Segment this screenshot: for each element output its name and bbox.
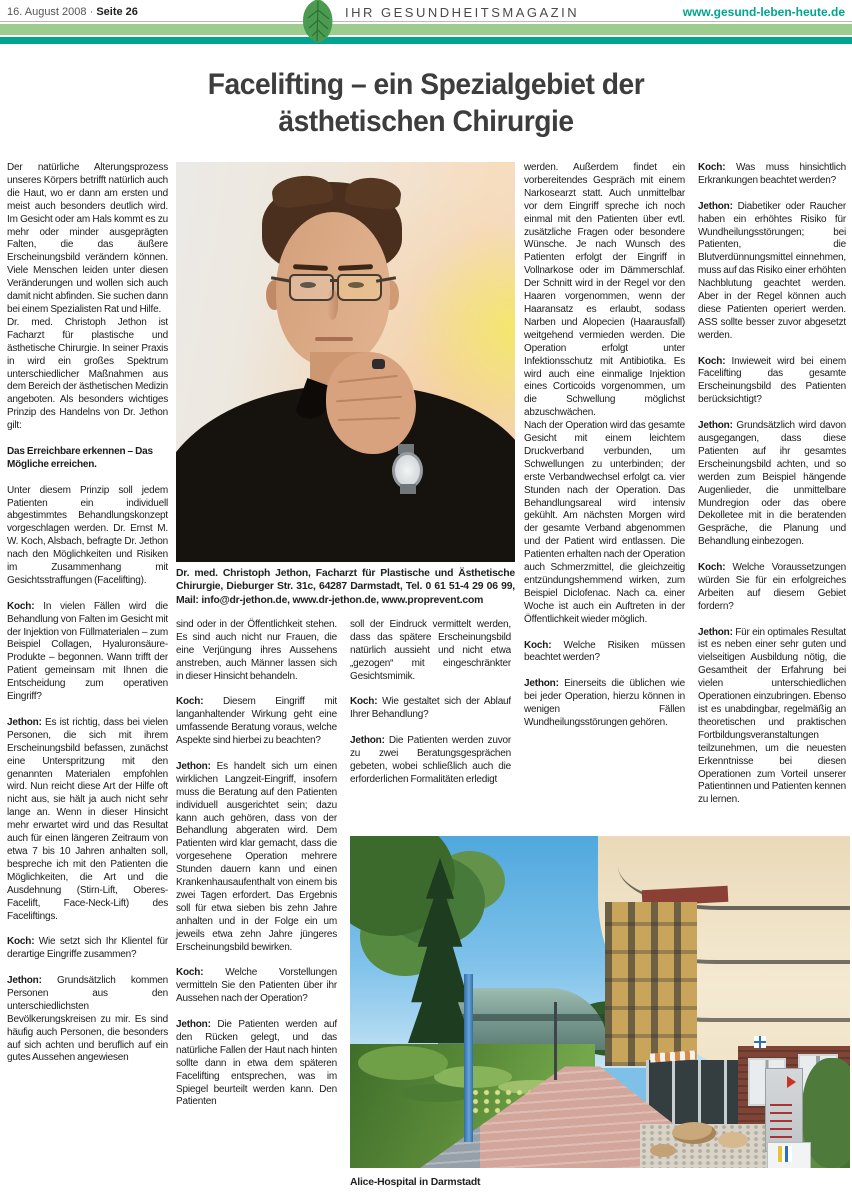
interview-question [176, 696, 337, 748]
paragraph-text: sind oder in der Öffentlichkeit stehen. Es sind auch nicht nur Frauen, die eine Verjüngung ihres Aussehens anstreben, auch Männer lassen sich in dieser Hinsicht behandeln. [176, 619, 337, 682]
side-building [605, 902, 697, 1066]
article-paragraph [176, 619, 337, 684]
interview-answer [524, 678, 685, 730]
speaker-label: Jethon: [698, 200, 733, 212]
interview-answer [350, 735, 511, 787]
article-column-4 [524, 162, 685, 743]
article-column-5 [698, 162, 846, 820]
interview-answer [7, 975, 168, 1065]
cross-sign [754, 1036, 766, 1048]
paragraph-text: Der natürliche Alterungsprozess unseres Körpers betrifft natürlich auch die Haut, wo er dann am ersten und meist auch besonders deutlich wird. Im Gesicht oder am Hals kommt es zu mehr oder minder ausgeprägten Falten, die das äußere Erscheinungsbild verändern können. Viele Menschen leiden unter diesen Veränderungen und wollen sich auch damit nicht abfinden. Sie suchen dann bei einem Spezialisten Rat und Hilfe. [7, 162, 168, 315]
nose [327, 290, 338, 320]
speaker-label: Koch: [698, 162, 726, 173]
paragraph-text: Wie setzt sich Ihr Klientel für derartige Eingriffe zusammen? [7, 936, 168, 961]
interview-answer [698, 420, 846, 549]
header-rule [0, 21, 852, 22]
paragraph-text: Unter diesem Prinzip soll jedem Patienten ein individuell abgestimmtes Behandlungskonzept vorgeschlagen werden. Dr. Ernst M. W. Koch, Alsbach, befragte Dr. Jethon nach den Möglichkeiten und Risiken im Zusammenhang mit Gesichtsstraffungen (Facelifting). [7, 484, 168, 586]
article-paragraph [350, 619, 511, 684]
green-bar [0, 24, 852, 35]
sign-logo [778, 1146, 792, 1162]
interview-question [350, 696, 511, 722]
speaker-label: Koch: [698, 562, 726, 574]
issue-date: 16. August 2008 [7, 6, 87, 18]
blue-pole [464, 974, 473, 1142]
paragraph-text: Welche Vorstellungen vermitteln Sie den Patienten über ihr Aussehen nach der Operation? [176, 967, 337, 1005]
stone [650, 1144, 676, 1157]
interview-answer [698, 201, 846, 343]
hand [326, 352, 416, 454]
glasses-bridge [330, 279, 338, 282]
paragraph-text: Die Patienten werden zuvor zu zwei Beratungsgesprächen gebeten, wobei schließlich auch die erforderlichen Formalitäten erledigt [350, 735, 511, 785]
interview-question [176, 967, 337, 1006]
speaker-label: Jethon: [698, 626, 733, 638]
paragraph-text: Welche Risiken müssen beachtet werden? [524, 639, 685, 664]
leaf-logo-icon [300, 0, 336, 44]
interview-question [698, 562, 846, 614]
ring [372, 359, 385, 369]
glasses-lens [337, 274, 382, 301]
paragraph-text: Wie gestaltet sich der Ablauf Ihrer Behandlung? [350, 696, 511, 721]
hospital-caption: Alice-Hospital in Darmstadt [350, 1177, 481, 1188]
paragraph-text: Die Patienten werden auf den Rücken gelegt, und das natürliche Fallen der Haut nach hinten sollte dann in etwa dem späteren Facelifting entsprechen, was im Spiegel beurteilt werden kann. Den Patienten [176, 1019, 338, 1108]
article-paragraph [524, 420, 685, 627]
paragraph-text: Es handelt sich um einen wirklichen Langzeit-Eingriff, insofern muss die Beratung auf den Patienten individuell ausgerichtet sein; dazu kann auch gehören, dass von der Behandlung abgeraten wird. Dem Patienten wird klar gemacht, dass die vorgesehene Operation mehrere Stunden dauern kann und einen Krankenhausaufenthalt von einem bis zwei Tagen erfordert. Das Ergebnis soll für etwa sieben bis zehn Jahre anhalten und in der Folge ein um jeweils etwa zehn Jahre jüngeres Erscheinungsbild bewirken. [176, 760, 337, 953]
magazine-url: www.gesund-leben-heute.de [682, 5, 845, 19]
issue-date-page [7, 6, 138, 18]
paragraph-text: Für ein optimales Resultat ist es neben einer sehr guten und vielseitigen Ausbildung nötig, die Gesamtheit der Erfahrung bei vielen unterschiedlichen Operationen einzubringen. Ebenso ist es unabdingbar, regelmäßig an theoretischen und praktischen Fortbildungsveranstaltungen teilzunehmen, um die neuesten Erkenntnisse bei diesen Operationen zum Vorteil unserer Patientinnen und Patienten kennen zu lernen. [698, 626, 846, 806]
speaker-label: Jethon: [7, 975, 42, 986]
doctor-portrait-photo [176, 162, 515, 562]
paragraph-text: werden. Außerdem findet ein vorbereitendes Gespräch mit einem Narkosearzt statt. Auch unmittelbar vor dem Eingriff spreche ich noch einmal mit den Patienten über evtl. zusätzliche Fragen oder besondere Wünsche. Je nach Wunsch des Patienten erfolgt der Eingriff in Vollnarkose oder im Dämmerschlaf. Der Schnitt wird in der Regel vor den Haaren vorgenommen, wenn der Haaransatz es erlaubt, sodass Narben und Alopecien (Haarausfall) weitgehend vermieden werden. Die Operation erfolgt unter Infektionsschutz mit Antibiotika. Es wird auch eine einmalige Injektion eines Corticoids vorgenommen, um die Schwellung möglichst abzuschwächen. [524, 162, 685, 419]
speaker-label: Jethon: [176, 1019, 211, 1031]
paragraph-text: Welche Voraussetzungen würden Sie für ein erfolgreiches Arbeiten auf diesem Gebiet fordern? [698, 562, 846, 612]
paragraph-text: Grundsätzlich kommen Personen aus den unterschiedlichsten Bevölkerungskreisen zu mir. Es sind häufig auch Personen, die besonders auf sich achten und beruflich auf ein gutes Aussehen angewiesen [7, 975, 168, 1064]
article-paragraph [7, 485, 168, 588]
speaker-label: Koch: [7, 600, 35, 612]
sign-text-lines [770, 1098, 792, 1138]
speaker-label: Jethon: [698, 420, 733, 432]
magazine-name: IHR GESUNDHEITSMAGAZIN [345, 5, 580, 20]
paragraph-text: Dr. med. Christoph Jethon ist Facharzt für plastische und ästhetische Chirurgie. In seiner Praxis in wird ein großes Spektrum unterschiedlicher Maßnahmen aus dem Bereich der ästhetischen Medizin angeboten. Als besonders wichtiges Prinzip des Handelns von Dr. Jethon gilt: [7, 316, 168, 432]
speaker-label: Koch: [698, 355, 726, 367]
paragraph-text: Diesem Eingriff mit langanhaltender Wirkung geht eine umfassende Beratung voraus, welche Aspekte sind hierbei zu beachten? [176, 696, 337, 747]
interview-answer [176, 1019, 337, 1109]
speaker-label: Koch: [524, 639, 552, 651]
paragraph-text: Das Erreichbare erkennen – Das Mögliche erreichen. [7, 445, 153, 470]
headline-wrap [0, 66, 852, 140]
interview-question [524, 640, 685, 666]
sign-arrow [787, 1076, 796, 1088]
watch-band [400, 484, 416, 494]
interview-answer [176, 761, 337, 955]
interview-answer [7, 717, 168, 924]
article-column-1 [7, 162, 168, 1078]
teal-bar [0, 37, 852, 44]
article-motto [7, 446, 168, 472]
interview-question [7, 936, 168, 962]
masthead [7, 5, 845, 21]
paragraph-text: Grundsätzlich wird davon ausgegangen, dass diese Patienten auf ihr gesamtes Erscheinungsbild achten, und so werden zum Beispiel hängende Augenlieder, die unmittelbare Mundregion oder das obere Dekolletee mit in die beratenden Gespräche, die Planung und Behandlung einbezogen. [698, 420, 846, 548]
paragraph-text: Nach der Operation wird das gesamte Gesicht mit einem leichtem Druckverband verbunden, um Schwellungen zu unterbinden; der erste Verbandwechsel erfolgt ca. vier Stunden nach der Operation. Das Behandlungsareal wird intensiv gekühlt. Am nächsten Morgen wird der gesamte Verband abgenommen und der Patient wird entlassen. Die Patienten erhalten nach der Operation auch Schmerzmittel, die gleichzeitig entzündungshemmend wirken, zum Beispiel Diclofenac. Nach ca. einer Woche ist auch ein Auftreten in der Öffentlichkeit wieder möglich. [524, 420, 685, 625]
speaker-label: Jethon: [524, 678, 559, 690]
hospital-photo [350, 836, 850, 1168]
speaker-label: Jethon: [7, 716, 42, 728]
paragraph-text: Inwieweit wird bei einem Facelifting das gesamte Erscheinungsbild des Patienten berücksichtigt? [698, 355, 846, 406]
article-column-2 [176, 619, 337, 1122]
paragraph-text: Es ist richtig, dass bei vielen Personen, die sich mit ihrem Erscheinungsbild befassen, zunächst eine Unterspritzung mit den genannten Materialen empfohlen wird. Nun reicht diese Art der Hilfe oft nicht aus, sie hält ja auch nicht sehr lange an. Wenn in dieser Hinsicht mehr erwartet wird und das Resultat auch für einen längeren Zeitraum von etwa 7 bis 10 Jahren anhalten soll, bespreche ich mit den Patienten die Möglichkeiten, die Art und die Ausdehnung (Stirn-Lift, Oberes-Facelift, Face-Neck-Lift) des Faceliftings. [7, 716, 168, 922]
portrait-caption: Dr. med. Christoph Jethon, Facharzt für Plastische und Ästhetische Chirurgie, Dieburger Str. 31c, 64287 Darmstadt, Tel. 0 61 51-4 29 06 99, Mail: info@dr-jethon.de, www.dr-jethon.de, www.proprevent.com [176, 568, 515, 606]
article-column-3 [350, 619, 511, 831]
paragraph-text: soll der Eindruck vermittelt werden, dass das spätere Erscheinungsbild natürlich aussieht und nicht etwa „gezogen“ mit eingeschränkter Gesichtsmimik. [350, 619, 511, 682]
interview-question [698, 162, 846, 188]
speaker-label: Jethon: [350, 735, 385, 747]
speaker-label: Koch: [176, 967, 204, 979]
speaker-label: Koch: [350, 696, 378, 708]
interview-question [7, 601, 168, 704]
stone [718, 1132, 748, 1148]
shrubs [358, 1046, 448, 1080]
paragraph-text: Was muss hinsichtlich Erkrankungen beachtet werden? [698, 162, 846, 186]
paragraph-text: Diabetiker oder Raucher haben ein erhöhtes Risiko für Wundheilungsstörungen; bei Patienten, die Blutverdünnungsmittel einnehmen, muss auf das Risiko einer erhöhten Nachblutung geachtet werden. Aber in der Regel können auch diese Patienten operiert werden. ASS sollte besser zuvor abgesetzt werden. [698, 200, 846, 341]
mouth [315, 337, 353, 341]
article-paragraph [7, 162, 168, 317]
interview-question [698, 356, 846, 408]
article-paragraph [524, 162, 685, 420]
speaker-label: Jethon: [176, 760, 211, 772]
interview-answer [698, 627, 846, 808]
speaker-label: Koch: [7, 936, 35, 948]
paragraph-text: In vielen Fällen wird die Behandlung von Falten im Gesicht mit der Injektion von Füllmaterialen – zum Beispiel Collagen, Hyaluronsäure-Produkte – begonnen. Wann trifft der Patient gemeinsam mit Ihnen die Entscheidung zum operativen Eingriff? [7, 600, 168, 703]
article-paragraph [7, 317, 168, 433]
stone [672, 1122, 716, 1144]
speaker-label: Koch: [176, 696, 204, 708]
separator-dot: · [89, 6, 94, 18]
lamp-post [554, 1002, 557, 1080]
article-headline: Facelifting – ein Spezialgebiet der ästhetischen Chirurgie [207, 68, 645, 138]
paragraph-text: Einerseits die üblichen wie bei jeder Operation, hierzu können in wenigen Fällen Wundheilungsstörungen gehören. [524, 678, 685, 728]
page-number: Seite 26 [96, 6, 138, 18]
